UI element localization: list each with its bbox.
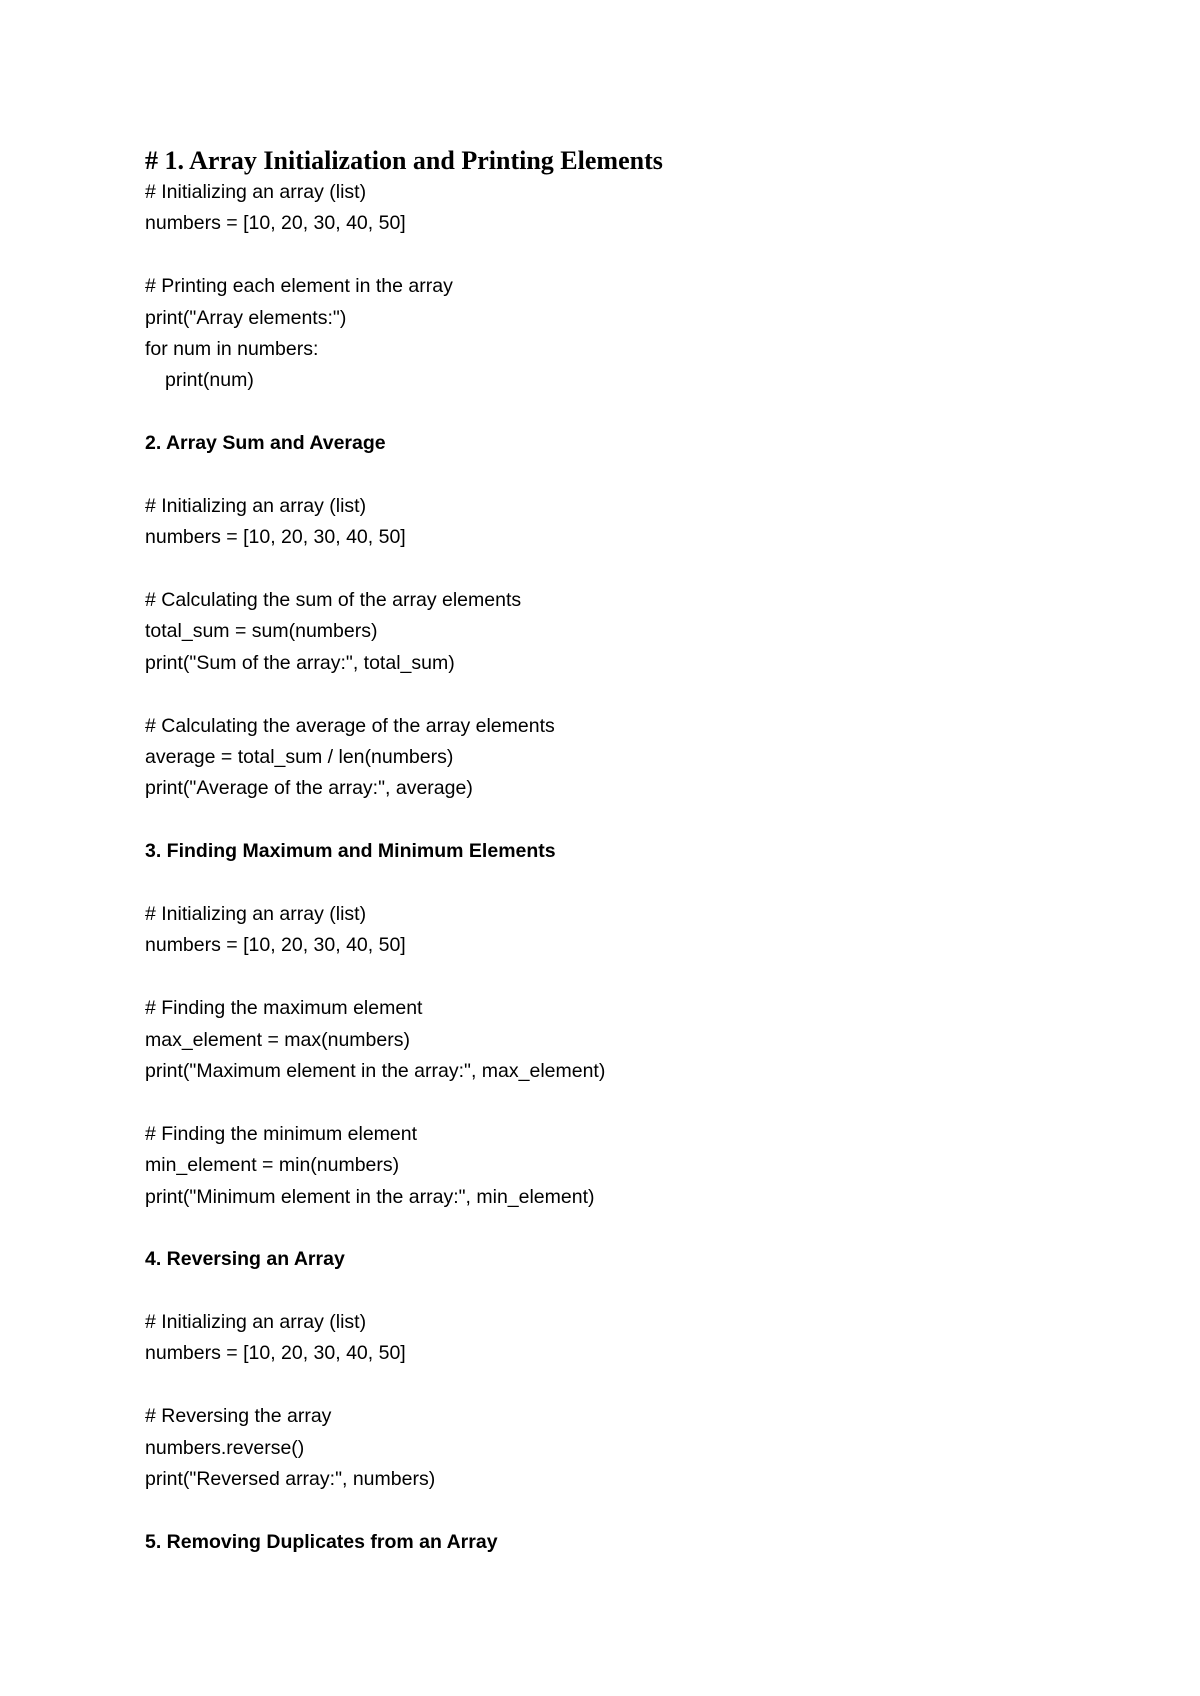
code-line: print("Sum of the array:", total_sum) <box>145 651 455 674</box>
code-line: # Finding the maximum element <box>145 997 423 1020</box>
blank-line <box>145 397 1095 428</box>
code-line: print("Reversed array:", numbers) <box>145 1468 436 1491</box>
code-line: total_sum = sum(numbers) <box>145 620 378 643</box>
code-line: max_element = max(numbers) <box>145 1028 410 1051</box>
blank-line <box>145 460 1095 491</box>
code-line: # Printing each element in the array <box>145 275 453 298</box>
blank-line <box>145 554 1095 585</box>
code-line: average = total_sum / len(numbers) <box>145 746 454 769</box>
document-content <box>145 145 1095 1558</box>
code-line: numbers.reverse() <box>145 1436 305 1459</box>
code-line-indented: print(num) <box>165 369 254 392</box>
section-heading: 5. Removing Duplicates from an Array <box>145 1530 498 1553</box>
section-heading: 2. Array Sum and Average <box>145 432 386 455</box>
code-line: print("Array elements:") <box>145 306 347 329</box>
section-heading: 3. Finding Maximum and Minimum Elements <box>145 840 556 863</box>
code-line: print("Minimum element in the array:", min_element) <box>145 1185 595 1208</box>
section-5 <box>145 1527 1095 1558</box>
section-2 <box>145 428 1095 805</box>
code-line: # Calculating the sum of the array elements <box>145 589 522 612</box>
code-line: print("Average of the array:", average) <box>145 777 473 800</box>
code-line: # Calculating the average of the array elements <box>145 714 555 737</box>
blank-line <box>145 240 1095 271</box>
code-line: for num in numbers: <box>145 337 319 360</box>
blank-line <box>145 679 1095 710</box>
blank-line <box>145 1495 1095 1526</box>
section-1 <box>145 177 1095 397</box>
section-heading: 4. Reversing an Array <box>145 1248 345 1271</box>
blank-line <box>145 868 1095 899</box>
code-line: # Initializing an array (list) <box>145 181 367 203</box>
code-line: numbers = [10, 20, 30, 40, 50] <box>145 934 406 957</box>
code-line: numbers = [10, 20, 30, 40, 50] <box>145 526 406 549</box>
code-line: # Initializing an array (list) <box>145 1311 367 1334</box>
blank-line <box>145 1087 1095 1118</box>
blank-line <box>145 1276 1095 1307</box>
document-title: # 1. Array Initialization and Printing Elements <box>145 146 663 175</box>
blank-line <box>145 1213 1095 1244</box>
blank-line <box>145 805 1095 836</box>
code-line: # Finding the minimum element <box>145 1122 418 1145</box>
section-3 <box>145 836 1095 1213</box>
code-line: numbers = [10, 20, 30, 40, 50] <box>145 1342 406 1365</box>
code-line: # Initializing an array (list) <box>145 494 367 517</box>
blank-line <box>145 1370 1095 1401</box>
code-line: print("Maximum element in the array:", max_element) <box>145 1059 606 1082</box>
code-line: min_element = min(numbers) <box>145 1154 400 1177</box>
code-line: # Reversing the array <box>145 1405 332 1428</box>
code-line: numbers = [10, 20, 30, 40, 50] <box>145 212 406 235</box>
code-line: # Initializing an array (list) <box>145 902 367 925</box>
section-4 <box>145 1244 1095 1495</box>
blank-line <box>145 962 1095 993</box>
